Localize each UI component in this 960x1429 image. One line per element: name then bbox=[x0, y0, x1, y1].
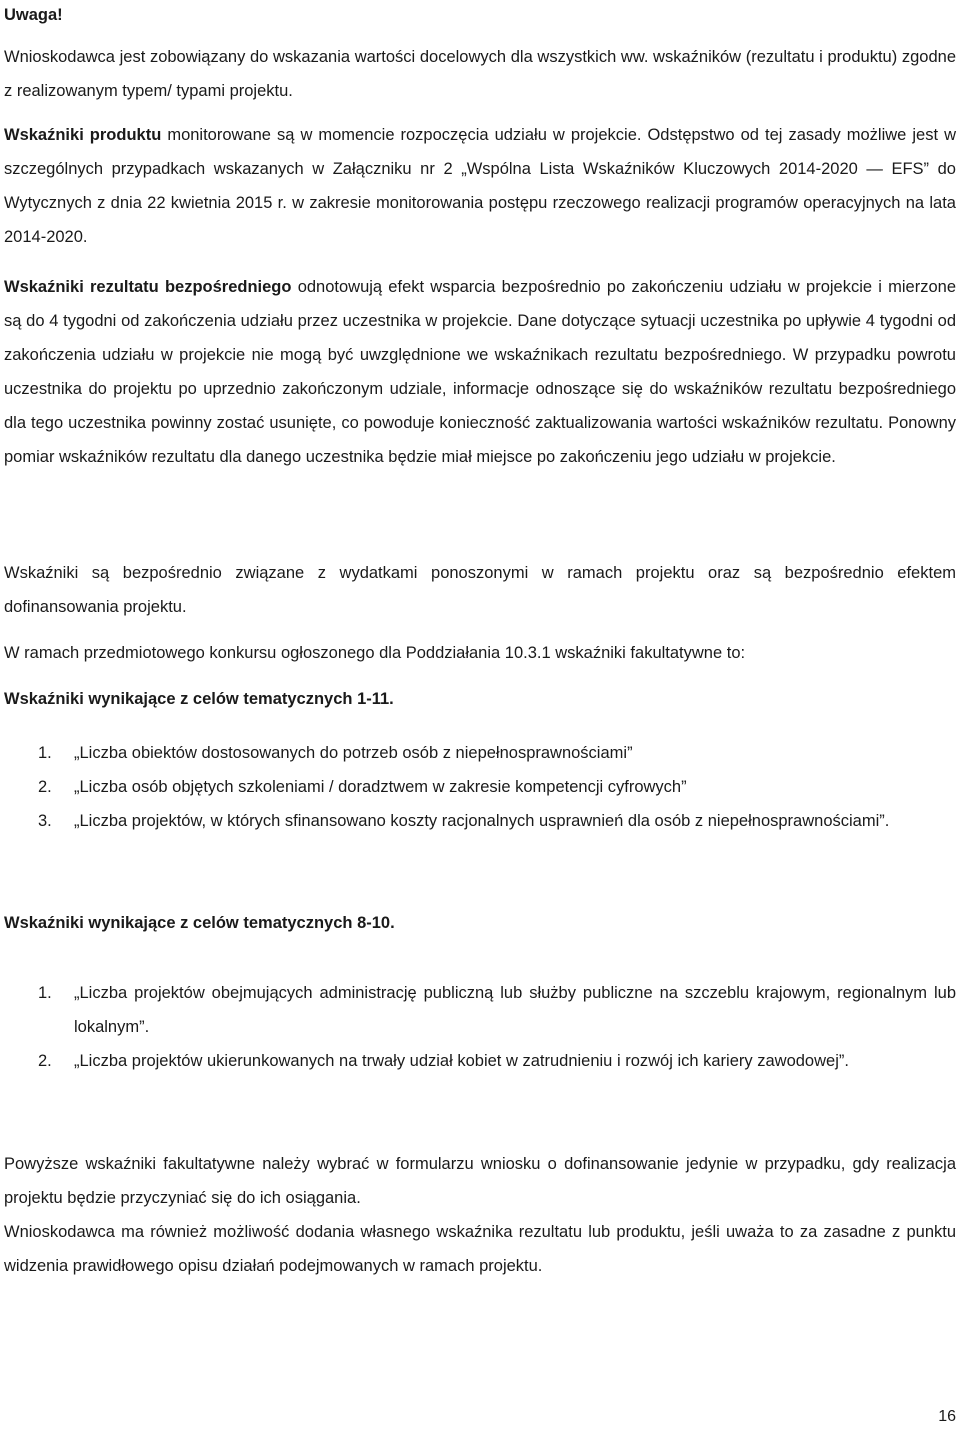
section-heading: Wskaźniki wynikające z celów tematycznych 8-10. bbox=[4, 914, 395, 932]
paragraph-text: W ramach przedmiotowego konkursu ogłoszonego dla Poddziałania 10.3.1 wskaźniki fakultatywne to: bbox=[4, 644, 746, 662]
list-item bbox=[4, 770, 956, 804]
bold-term: Wskaźniki rezultatu bezpośredniego bbox=[4, 278, 292, 296]
bold-term: Wskaźniki produktu bbox=[4, 126, 162, 144]
heading-goals-1-11 bbox=[4, 682, 956, 716]
paragraph-obligation bbox=[4, 40, 956, 108]
indicator-list-2 bbox=[4, 976, 956, 1078]
list-item bbox=[4, 736, 956, 770]
indicator-list-1 bbox=[4, 736, 956, 838]
paragraph-own-indicator bbox=[4, 1215, 956, 1283]
list-text: „Liczba projektów ukierunkowanych na trwały udział kobiet w zatrudnieniu i rozwój ich kariery zawodowej”. bbox=[74, 1052, 849, 1070]
section-heading: Wskaźniki wynikające z celów tematycznych 1-11. bbox=[4, 690, 394, 708]
list-text: „Liczba projektów, w których sfinansowano koszty racjonalnych usprawnień dla osób z niepełnosprawnościami”. bbox=[74, 812, 890, 830]
paragraph-text: Wnioskodawca ma również możliwość dodania własnego wskaźnika rezultatu lub produktu, jeśli uważa to za zasadne z punktu widzenia prawidłowego opisu działań podejmowanych w ramach projektu. bbox=[4, 1223, 956, 1275]
list-number: 2. bbox=[38, 778, 52, 796]
list-item bbox=[4, 1044, 956, 1078]
list-number: 1. bbox=[38, 744, 52, 762]
paragraph-text bbox=[4, 118, 956, 254]
paragraph-text: Powyższe wskaźniki fakultatywne należy wybrać w formularzu wniosku o dofinansowanie jedynie w przypadku, gdy realizacja projektu będzie przyczyniać się do ich osiągania. bbox=[4, 1155, 956, 1207]
paragraph-rest: monitorowane są w momencie rozpoczęcia udziału w projekcie. Odstępstwo od tej zasady możliwe jest w szczególnych przypadkach wskazanych w Załączniku nr 2 „Wspólna Lista Wskaźników Kluczowych 2014-2020 — EFS” do Wytycznych z dnia 22 kwietnia 2015 r. w zakresie monitorowania postępu rzeczowego realizacji programów operacyjnych na lata 2014-2020. bbox=[4, 126, 956, 246]
paragraph-text: Wskaźniki są bezpośrednio związane z wydatkami ponoszonymi w ramach projektu oraz są bezpośrednio efektem dofinansowania projektu. bbox=[4, 564, 956, 616]
list-text: „Liczba osób objętych szkoleniami / doradztwem w zakresie kompetencji cyfrowych” bbox=[74, 778, 687, 796]
list-text: „Liczba projektów obejmujących administrację publiczną lub służby publiczne na szczeblu krajowym, regionalnym lub lokalnym”. bbox=[74, 984, 956, 1036]
list-number: 1. bbox=[38, 984, 52, 1002]
warning-title: Uwaga! bbox=[4, 6, 63, 24]
heading-goals-8-10 bbox=[4, 906, 956, 940]
paragraph-contest bbox=[4, 636, 956, 670]
list-text: „Liczba obiektów dostosowanych do potrzeb osób z niepełnosprawnościami” bbox=[74, 744, 633, 762]
page-number: 16 bbox=[938, 1408, 956, 1425]
paragraph-text bbox=[4, 270, 956, 474]
paragraph-result-indicators bbox=[4, 270, 956, 474]
paragraph-rest: odnotowują efekt wsparcia bezpośrednio po zakończeniu udziału w projekcie i mierzone są do 4 tygodni od zakończenia udziału przez uczestnika w projekcie. Dane dotyczące sytuacji uczestnika po upływie 4 tygodni od zakończenia udziału w projekcie nie mogą być uwzględnione we wskaźnikach rezultatu bezpośredniego. W przypadku powrotu uczestnika do projektu po uprzednio zakończonym udziale, informacje odnoszące się do wskaźników rezultatu bezpośredniego dla tego uczestnika powinny zostać usunięte, co powoduje konieczność zaktualizowania wartości wskaźników rezultatu. Ponowny pomiar wskaźników rezultatu dla danego uczestnika będzie miał miejsce po zakończeniu jego udziału w projekcie. bbox=[4, 278, 957, 466]
list-item bbox=[4, 976, 956, 1044]
paragraph-product-indicators bbox=[4, 118, 956, 254]
paragraph-optional-indicators bbox=[4, 1147, 956, 1215]
paragraph-expenses bbox=[4, 556, 956, 624]
list-item bbox=[4, 804, 956, 838]
list-number: 2. bbox=[38, 1052, 52, 1070]
list-number: 3. bbox=[38, 812, 52, 830]
paragraph-text: Wnioskodawca jest zobowiązany do wskazania wartości docelowych dla wszystkich ww. wskaźników (rezultatu i produktu) zgodne z realizowanym typem/ typami projektu. bbox=[4, 48, 956, 100]
